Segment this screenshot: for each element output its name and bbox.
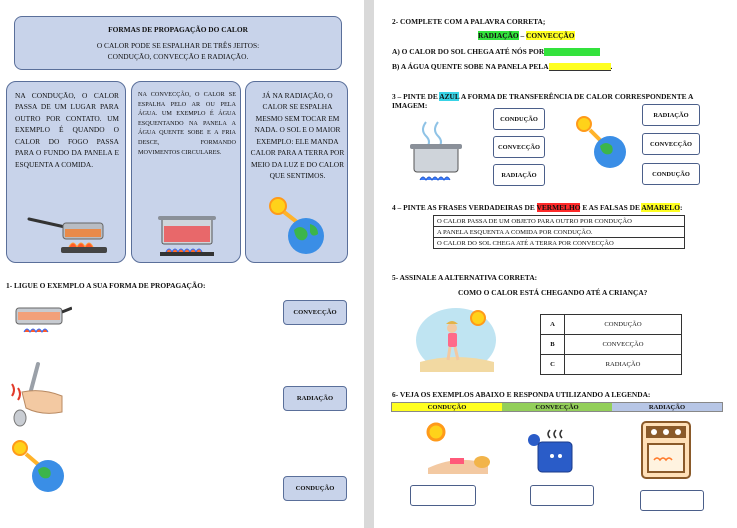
card-radiacao-body: O CALOR SE ESPALHA MESMO SEM TOCAR EM NADA. O SOL E O MAIOR EXEMPLO: ELE MANDA CALOR PARA A TERRA POR MEIO DA LUZ E DO CALOR QUE SENTIMOS. [250,91,345,181]
hand-holding-spoon-icon [8,360,66,430]
q6-legend-conducao: CONDUÇÃO [392,403,502,411]
card-conveccao [131,81,241,263]
q2-word-radiacao: RADIAÇÃO [478,31,519,40]
card-radiacao [245,81,348,263]
q3-title-post: A FORMA DE TRANSFERÊNCIA DE CALOR CORRESPONDENTE A IMAGEM: [392,92,693,111]
child-in-sun-icon [414,304,498,374]
q2-item-a-text: A) O CALOR DO SOL CHEGA ATÉ NÓS POR [392,47,545,56]
person-sunbathing-icon [422,418,494,478]
sun-earth-icon-2 [10,438,72,494]
q5-letter[interactable]: C [541,355,565,375]
worksheet-page-right [374,0,737,528]
q4-row[interactable] [434,216,685,227]
card-conveccao-body: O CALOR SE ESPALHA PELO AR OU PELA ÁGUA. UM EXEMPLO É ÁGUA ESQUENTANDO NA PANELA A ÁGUA QUENTE SOBE E A FRIA DESCE, FORMANDO MOVIMENTOS CIRCULARES. [138,91,236,156]
q3-color-word: AZUL [439,92,460,101]
q2-item-b [392,62,612,71]
q1-option-conveccao[interactable]: CONVECÇÃO [283,300,347,325]
q5-option-label[interactable]: CONDUÇÃO [565,315,682,335]
q1-title: 1- LIGUE O EXEMPLO A SUA FORMA DE PROPAGAÇÃO: [6,281,206,290]
q6-answer-box-3[interactable] [640,490,704,511]
q4-row[interactable] [434,238,685,249]
q1-option-conducao[interactable]: CONDUÇÃO [283,476,347,501]
q4-title [392,203,682,212]
q3-left-option-radiacao[interactable]: RADIAÇÃO [493,164,545,186]
q5-letter[interactable]: A [541,315,565,335]
q5-options-table [540,314,682,375]
q2-item-a [392,47,600,56]
q5-option-label[interactable]: RADIAÇÃO [565,355,682,375]
q2-word-conveccao: CONVECÇÃO [526,31,575,40]
q5-title: 5- ASSINALE A ALTERNATIVA CORRETA: [392,273,538,282]
boiling-pot-icon [154,210,220,258]
q4-row[interactable] [434,227,685,238]
q4-red-word: VERMELHO [536,203,581,212]
q6-title: 6- VEJA OS EXEMPLOS ABAIXO E RESPONDA UTILIZANDO A LEGENDA: [392,390,651,399]
pan-on-burner-icon [14,294,72,338]
q5-question: COMO O CALOR ESTÁ CHEGANDO ATÉ A CRIANÇA? [458,288,648,297]
steaming-pot-icon [406,118,466,184]
q1-option-radiacao[interactable]: RADIAÇÃO [283,386,347,411]
blue-pot-icon [526,426,578,478]
card-radiacao-lead: JÁ NA RADIAÇÃO, [262,91,326,100]
q4-statements-table [433,215,685,249]
q5-row-c[interactable] [541,355,682,375]
q6-legend-conveccao: CONVECÇÃO [502,403,612,411]
q4-row-text[interactable]: O CALOR PASSA DE UM OBJETO PARA OUTRO POR CONDUÇÃO [434,216,685,227]
q4-title-mid: E AS FALSAS DE [582,203,640,212]
q3-title-pre: 3 – PINTE DE [392,92,438,101]
sun-earth-icon-3 [574,114,632,170]
header-box [14,16,342,70]
q3-left-option-conveccao[interactable]: CONVECÇÃO [493,136,545,158]
q6-legend [391,402,723,412]
sun-earth-icon [264,194,334,258]
q4-title-end: : [679,203,683,212]
q6-legend-radiacao: RADIAÇÃO [612,403,722,411]
q3-right-option-conducao[interactable]: CONDUÇÃO [642,163,700,185]
card-radiacao-text [250,90,345,182]
card-conducao-text [15,90,119,170]
pan-on-stove-icon [27,207,117,259]
card-conducao [6,81,126,263]
card-conveccao-lead: NA CONVECÇÃO, [138,91,191,98]
q2-word-dash: – [518,31,527,40]
header-line-2: CONDUÇÃO, CONVECÇÃO E RADIAÇÃO. [107,52,249,61]
q5-row-a[interactable] [541,315,682,335]
q3-right-option-radiacao[interactable]: RADIAÇÃO [642,104,700,126]
q2-item-b-blank[interactable] [549,63,611,71]
q6-answer-box-2[interactable] [530,485,594,506]
card-conducao-lead: NA CONDUÇÃO, [15,91,76,100]
q4-row-text[interactable]: A PANELA ESQUENTA A COMIDA POR CONDUÇÃO. [434,227,685,238]
q4-yellow-word: AMARELO [641,203,680,212]
q6-answer-box-1[interactable] [410,485,476,506]
header-title: FORMAS DE PROPAGAÇÃO DO CALOR [108,25,248,34]
q2-title: 2- COMPLETE COM A PALAVRA CORRETA; [392,17,546,26]
q4-title-pre: 4 – PINTE AS FRASES VERDADEIRAS DE [392,203,535,212]
q5-row-b[interactable] [541,335,682,355]
header-line-1: O CALOR PODE SE ESPALHAR DE TRÊS JEITOS: [96,41,260,50]
worksheet-page-left [0,0,364,528]
q5-letter[interactable]: B [541,335,565,355]
q3-right-option-conveccao[interactable]: CONVECÇÃO [642,133,700,155]
q4-row-text[interactable]: O CALOR DO SOL CHEGA ATÉ A TERRA POR CONVECÇÃO [434,238,685,249]
q2-item-b-end: . [610,62,613,71]
card-conveccao-text [138,90,236,157]
q2-item-b-text: B) A ÁGUA QUENTE SOBE NA PANELA PELA [392,62,549,71]
q3-left-option-conducao[interactable]: CONDUÇÃO [493,108,545,130]
oven-icon [640,420,692,480]
q2-word-bank [478,31,575,40]
card-conducao-body: O CALOR PASSA DE UM LUGAR PARA OUTRO POR CONTATO. UM EXEMPLO É QUANDO O CALOR DO FOGO PASSA PARA O FUNDO DA PANELA E ESQUENTA A COMIDA. [15,91,119,169]
q5-option-label[interactable]: CONVECÇÃO [565,335,682,355]
q2-item-a-blank[interactable] [544,48,600,56]
